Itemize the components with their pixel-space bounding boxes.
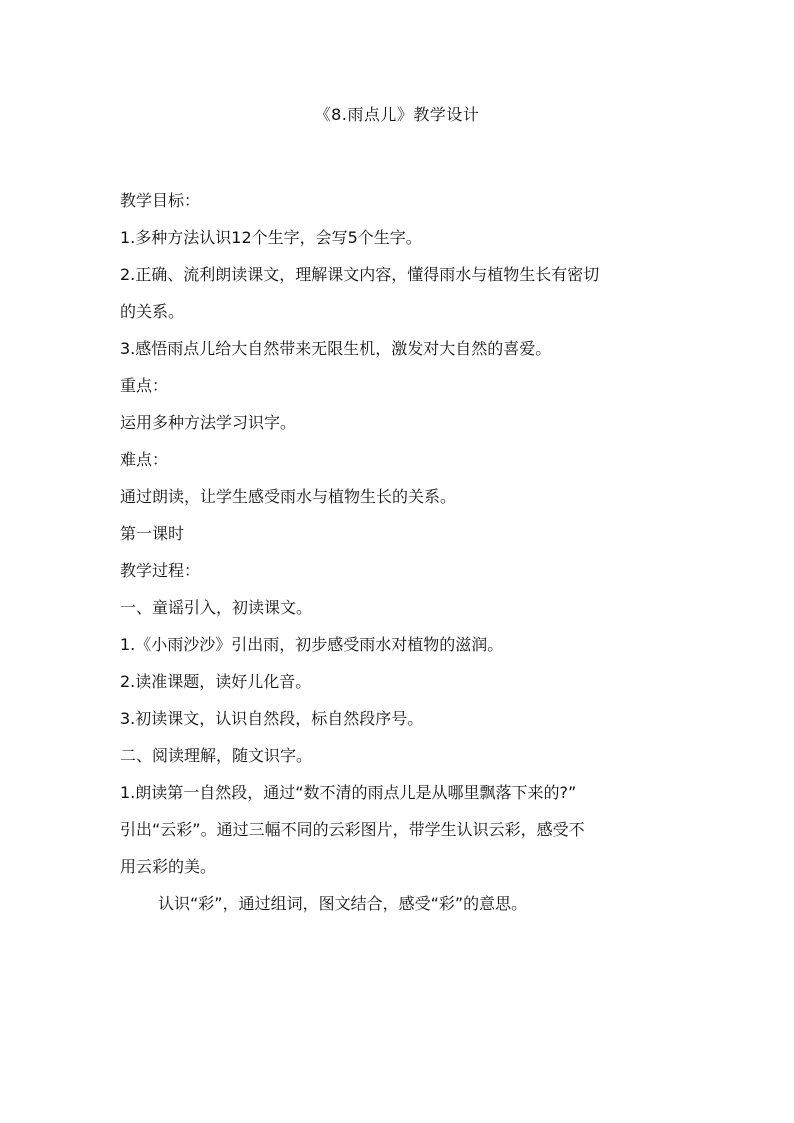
heading-key-point: 重点： (120, 376, 169, 395)
section-1-heading: 一、童谣引入，初读课文。 (120, 598, 313, 617)
section-1-step-2: 2.读准课题，读好儿化音。 (120, 672, 312, 691)
heading-process: 教学过程： (120, 561, 201, 580)
section-2-heading: 二、阅读理解，随文识字。 (120, 746, 313, 765)
key-point-text: 运用多种方法学习识字。 (120, 413, 297, 432)
document-title: 《8.雨点儿》教学设计 (314, 105, 480, 124)
section-1-step-3: 3.初读课文，认识自然段，标自然段序号。 (120, 709, 424, 728)
section-2-indented-note: 认识“彩”，通过组词，图文结合，感受“彩”的意思。 (158, 894, 528, 913)
objective-2: 2.正确、流利朗读课文，理解课文内容，懂得雨水与植物生长有密切 (120, 265, 600, 284)
section-2-step-1: 1.朗读第一自然段，通过“数不清的雨点儿是从哪里飘落下来的?” (120, 783, 577, 802)
document-body (120, 189, 680, 929)
heading-objectives: 教学目标： (120, 191, 201, 210)
objective-2-continued: 的关系。 (120, 302, 185, 321)
section-2-step-1-cont-2: 用云彩的美。 (120, 857, 217, 876)
heading-difficulty: 难点： (120, 450, 169, 469)
section-2-step-1-cont-1: 引出“云彩”。通过三幅不同的云彩图片，带学生认识云彩，感受不 (120, 820, 585, 839)
objective-3: 3.感悟雨点儿给大自然带来无限生机，激发对大自然的喜爱。 (120, 339, 552, 358)
objective-1: 1.多种方法认识12个生字，会写5个生字。 (120, 228, 422, 247)
lesson-label: 第一课时 (120, 524, 185, 543)
section-1-step-1: 1.《小雨沙沙》引出雨，初步感受雨水对植物的滋润。 (120, 635, 504, 654)
difficulty-text: 通过朗读，让学生感受雨水与植物生长的关系。 (120, 487, 457, 506)
